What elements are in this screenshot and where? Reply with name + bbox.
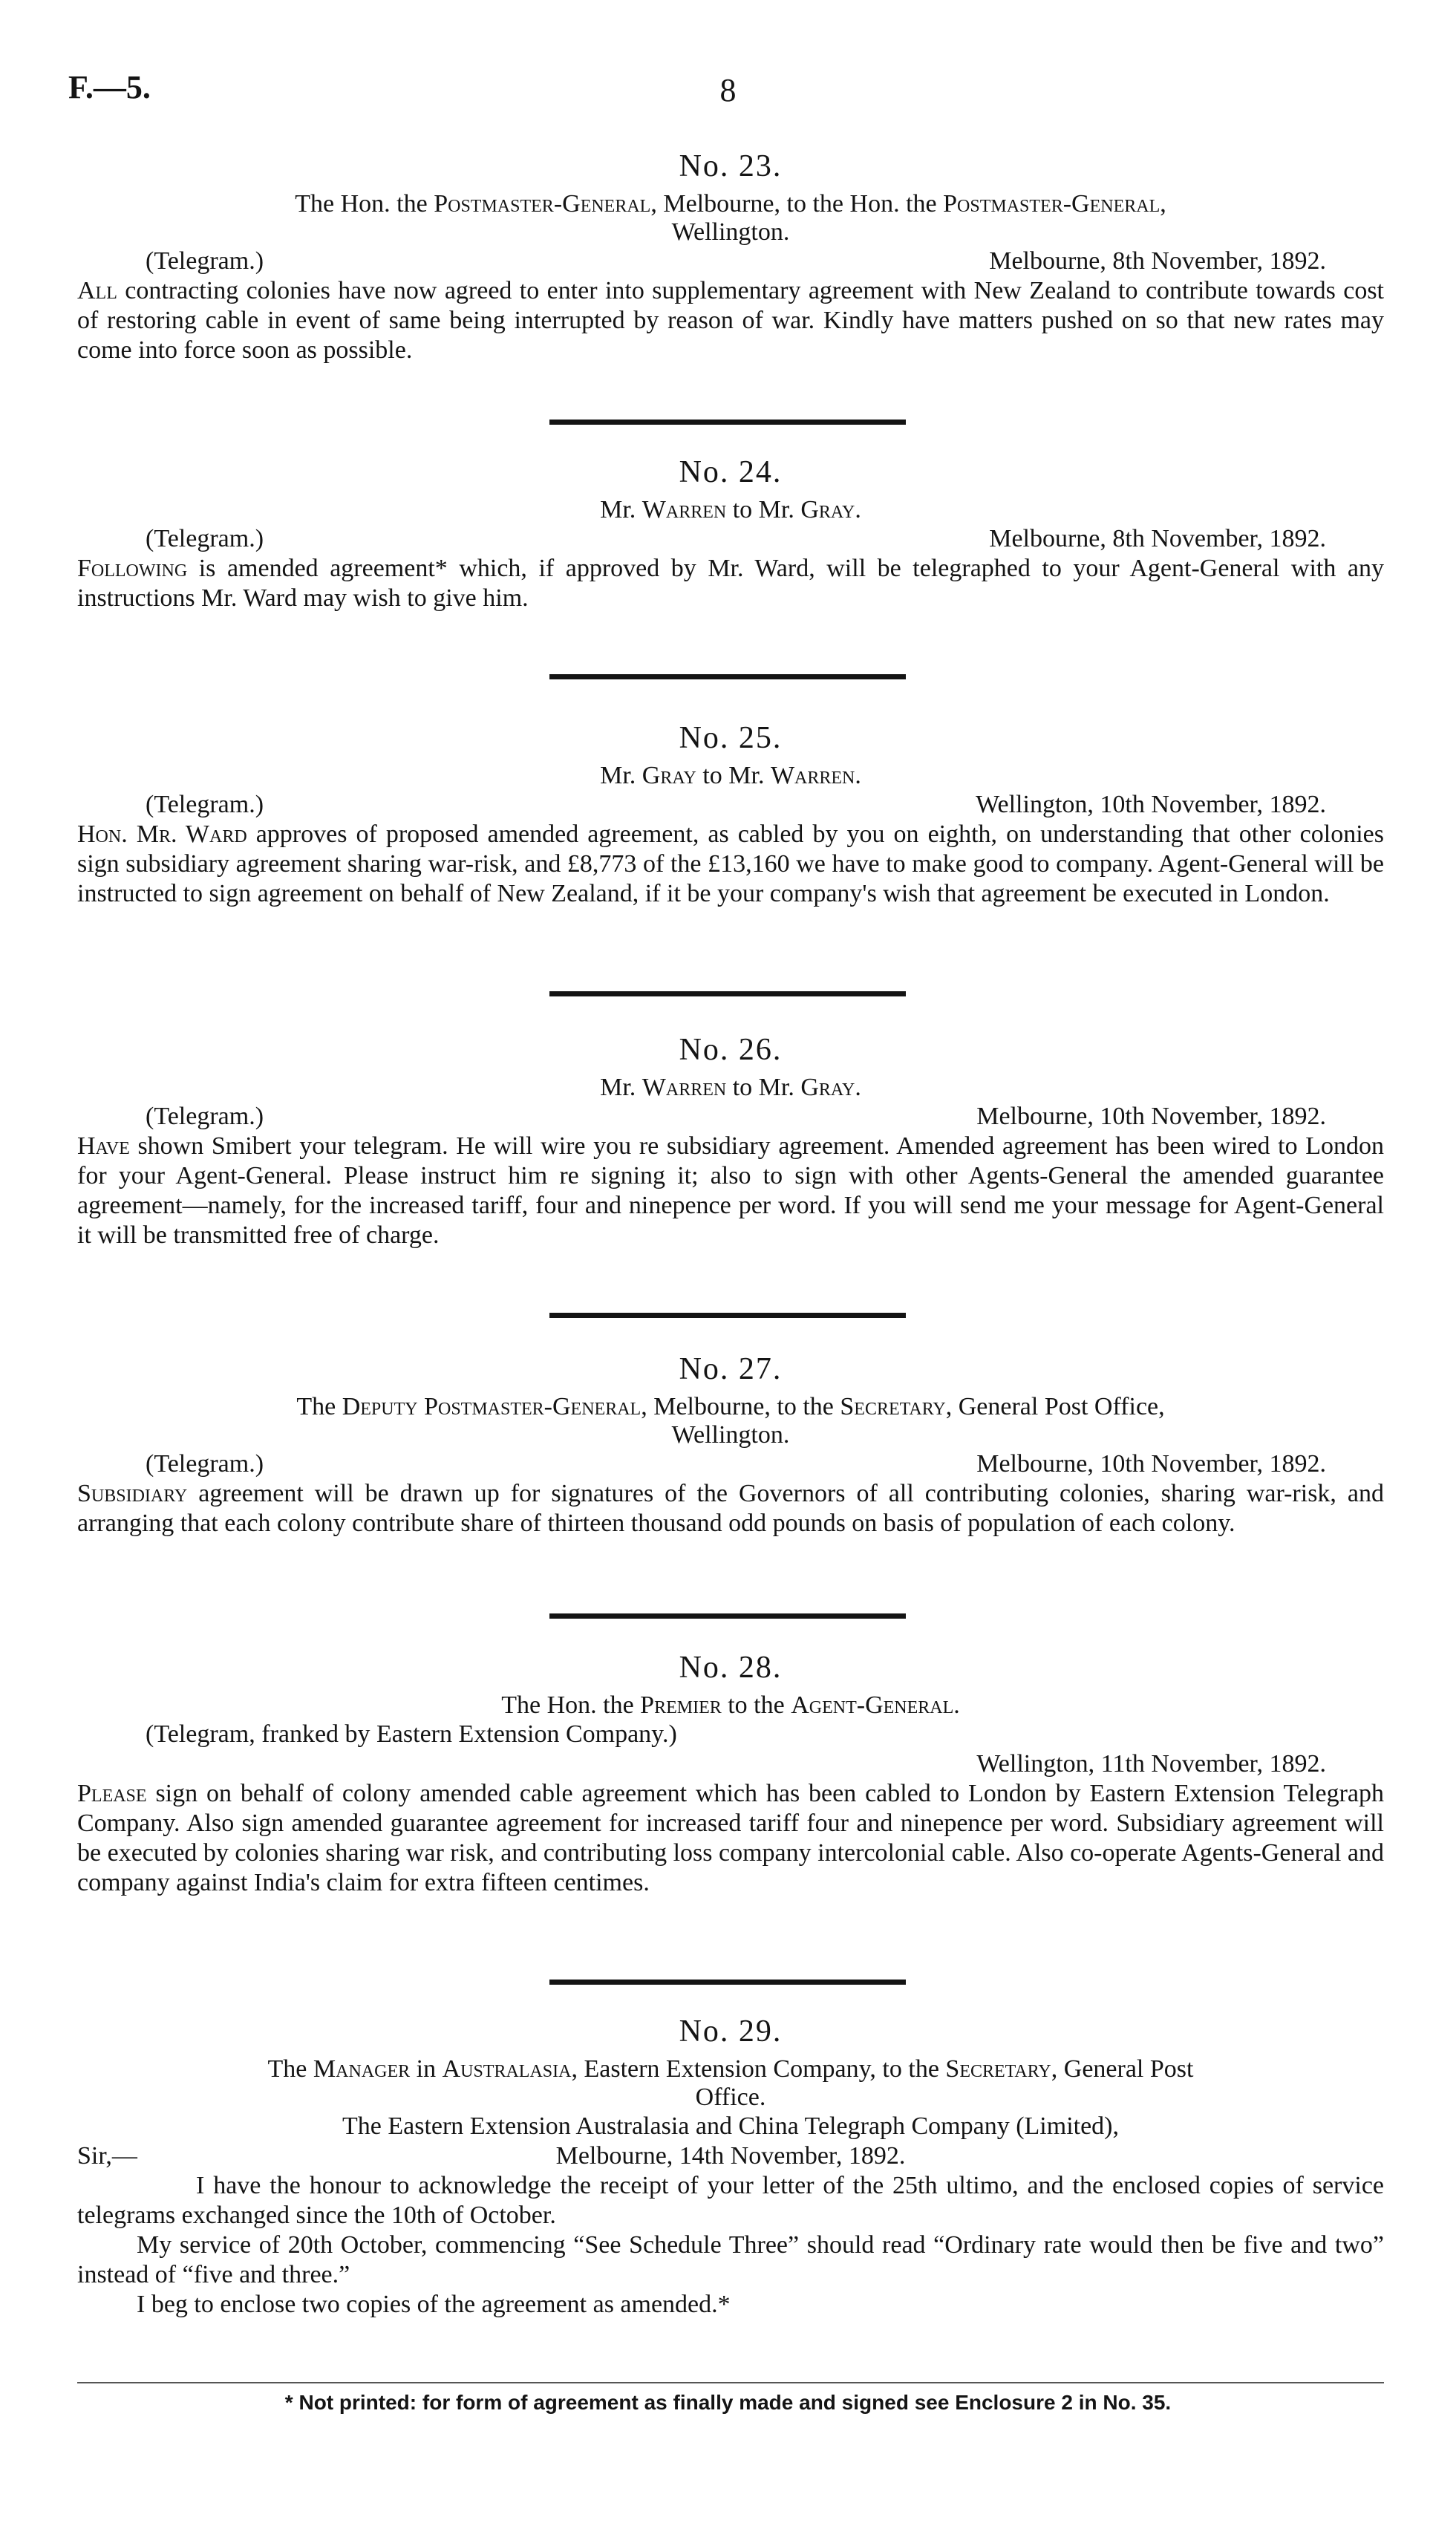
- entry-body: Subsidiary agreement will be drawn up for signatures of the Governors of all contributing colonies, sharing war-risk, and arranging that each colony contribute share of thirteen thousand odd pounds on basis of population of each colony.: [77, 1480, 1384, 1537]
- letter-paragraph: I beg to enclose two copies of the agreement as amended.*: [137, 2291, 731, 2318]
- footnote-rule: [77, 2382, 1384, 2383]
- entry-route: Mr. Gray to Mr. Warren.: [600, 762, 861, 789]
- letter-body: [77, 2171, 1384, 2320]
- telegram-label: (Telegram.): [146, 791, 264, 818]
- footnote: * Not printed: for form of agreement as finally made and signed see Enclosure 2 in No. 35.: [284, 2391, 1172, 2414]
- section-rule: [549, 1980, 906, 1985]
- section-rule: [549, 420, 906, 425]
- place-date: Wellington, 10th November, 1892.: [976, 791, 1326, 818]
- telegram-label: (Telegram.): [146, 1450, 264, 1478]
- series-reference: F.—5.: [68, 69, 151, 105]
- entry-route: The Hon. the Premier to the Agent-General.: [501, 1691, 960, 1719]
- entry-no-26: [77, 1032, 1384, 1250]
- telegram-label: (Telegram.): [146, 247, 264, 275]
- entry-body: All contracting colonies have now agreed to enter into supplementary agreement with New Zealand to contribute towards cost of restoring cable in event of same being interrupted by reason of war. Kindly have matters pushed on so that new rates may come into force soon as possible.: [77, 277, 1384, 364]
- entry-route: The Hon. the Postmaster-General, Melbourne, to the Hon. the Postmaster-General, Wellington.: [295, 190, 1166, 246]
- entry-no-29: [77, 2014, 1384, 2320]
- place-date: Melbourne, 10th November, 1892.: [976, 1450, 1326, 1478]
- letterhead: The Eastern Extension Australasia and China Telegraph Company (Limited),: [342, 2112, 1119, 2140]
- telegram-label: (Telegram, franked by Eastern Extension Company.): [146, 1720, 677, 1748]
- telegram-line: [77, 790, 1384, 820]
- entry-no-28: [77, 1650, 1384, 1898]
- entry-route: The Deputy Postmaster-General, Melbourne, to the Secretary, General Post Office, Wellington.: [296, 1393, 1165, 1449]
- page-number: 8: [719, 72, 737, 108]
- telegram-label: (Telegram.): [146, 525, 264, 552]
- entry-body: Following is amended agreement* which, if approved by Mr. Ward, will be telegraphed to your Agent-General with any instructions Mr. Ward may wish to give him.: [77, 555, 1384, 612]
- entry-number: No. 23.: [679, 149, 783, 183]
- telegram-line: [77, 1102, 1384, 1132]
- entry-number: No. 29.: [679, 2014, 783, 2049]
- letter-paragraph: I have the honour to acknowledge the receipt of your letter of the 25th ultimo, and the enclosed copies of service telegrams exchanged since the 10th of October.: [77, 2172, 1384, 2229]
- telegram-line: [77, 1449, 1384, 1479]
- entry-route: Mr. Warren to Mr. Gray.: [600, 496, 861, 523]
- place-date: Melbourne, 8th November, 1892.: [989, 247, 1326, 275]
- entry-number: No. 27.: [679, 1352, 783, 1386]
- entry-no-24: [77, 454, 1384, 613]
- section-rule: [549, 674, 906, 679]
- place-date: Melbourne, 10th November, 1892.: [976, 1103, 1326, 1130]
- entry-number: No. 26.: [679, 1033, 783, 1067]
- salutation: Sir,—: [77, 2142, 137, 2170]
- entry-number: No. 25.: [679, 721, 783, 755]
- entry-body: Please sign on behalf of colony amended cable agreement which has been cabled to London by Eastern Extension Telegraph Company. Also sign amended guarantee agreement for increased tariff four and ninepence per word. Subsidiary agreement will be executed by colonies sharing war risk, and contributing loss company intercolonial cable. Also co-operate Agents-General and company against India's claim for extra fifteen centimes.: [77, 1780, 1384, 1896]
- entry-body: Hon. Mr. Ward approves of proposed amended agreement, as cabled by you on eighth, on understanding that other colonies sign subsidiary agreement sharing war-risk, and £8,773 of the £13,160 we have to make good to company. Agent-General will be instructed to sign agreement on behalf of New Zealand, if it be your company's wish that agreement be executed in London.: [77, 820, 1384, 907]
- section-rule: [549, 1613, 906, 1619]
- letter-paragraph: My service of 20th October, commencing “See Schedule Three” should read “Ordinary rate would then be five and two” instead of “five and three.”: [77, 2231, 1384, 2288]
- entry-no-23: [77, 149, 1384, 365]
- entry-no-25: [77, 720, 1384, 909]
- section-rule: [549, 991, 906, 996]
- entry-number: No. 28.: [679, 1651, 783, 1685]
- entry-no-27: [77, 1351, 1384, 1538]
- entry-body: Have shown Smibert your telegram. He will wire you re subsidiary agreement. Amended agreement has been wired to London for your Agent-General. Please instruct him re signing it; also to sign with other Agents-General the amended guarantee agreement—namely, for the increased tariff, four and ninepence per word. If you will send me your message for Agent-General it will be transmitted free of charge.: [77, 1132, 1384, 1249]
- entry-number: No. 24.: [679, 455, 783, 489]
- entry-route: Mr. Warren to Mr. Gray.: [600, 1074, 861, 1101]
- section-rule: [549, 1313, 906, 1318]
- salutation-line: [77, 2141, 1384, 2171]
- place-date: Melbourne, 8th November, 1892.: [989, 525, 1326, 552]
- entry-route: The Manager in Australasia, Eastern Extension Company, to the Secretary, General Post Office.: [267, 2055, 1194, 2111]
- place-date: Melbourne, 14th November, 1892.: [555, 2142, 906, 2170]
- place-date: Wellington, 11th November, 1892.: [976, 1750, 1326, 1778]
- telegram-label: (Telegram.): [146, 1103, 264, 1130]
- telegram-line: [77, 524, 1384, 554]
- telegram-line: [77, 247, 1384, 276]
